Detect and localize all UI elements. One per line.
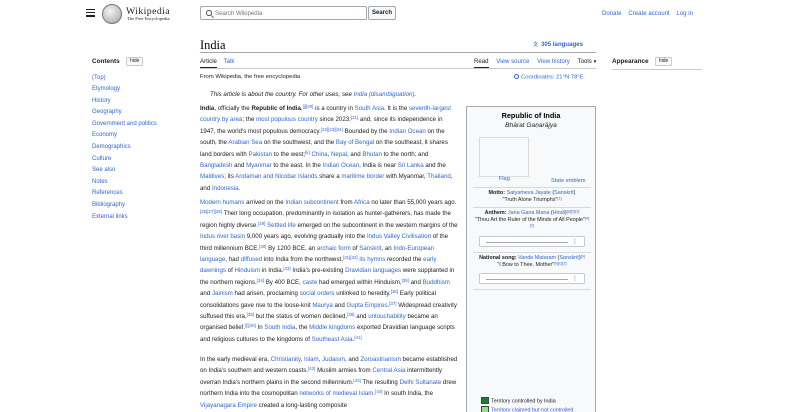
toc-item-references[interactable]: References <box>92 190 123 197</box>
anthem-refs[interactable]: [a][2][3] <box>566 209 580 214</box>
anthem-trans-ref[interactable]: [4][2] <box>529 216 590 228</box>
hatnote <box>210 91 416 98</box>
hatnote-suffix: . <box>414 91 417 98</box>
toc-item-external-links[interactable]: External links <box>92 213 128 220</box>
toc-item-geography[interactable]: Geography <box>92 109 122 116</box>
more-options-icon[interactable]: ⋮ <box>572 239 578 245</box>
tab-article[interactable]: Article <box>200 58 217 68</box>
log-in-link[interactable]: Log in <box>676 10 693 17</box>
globe-icon <box>514 74 519 79</box>
main-menu-icon[interactable] <box>86 9 95 19</box>
emblem-caption-link[interactable]: State emblem <box>551 178 586 184</box>
search-input[interactable] <box>215 7 365 20</box>
translate-icon: 文 <box>533 42 539 48</box>
audio-progress-bar[interactable] <box>486 242 568 243</box>
toc-item-history[interactable]: History <box>92 97 111 104</box>
wikipedia-logo-icon[interactable] <box>102 4 122 24</box>
site-subtitle: From Wikipedia, the free encyclopedia <box>200 74 301 80</box>
anthem-label: Anthem: <box>484 210 507 216</box>
infobox-title: Republic of India <box>501 111 561 120</box>
appearance-panel <box>612 57 672 66</box>
song-lang-link[interactable]: Sanskrit <box>559 255 579 261</box>
toc-item-demographics[interactable]: Demographics <box>92 144 131 151</box>
toc-item-economy[interactable]: Economy <box>92 132 118 139</box>
namespace-tabs <box>200 58 239 68</box>
song-refs[interactable]: [b] <box>580 254 585 259</box>
legend-item-controlled <box>481 397 573 406</box>
appearance-divider <box>612 69 702 70</box>
legend-swatch-controlled <box>481 397 489 404</box>
country-infobox <box>466 106 596 412</box>
legend-label: Territory controlled by India <box>491 398 556 405</box>
tools-menu[interactable] <box>578 58 598 67</box>
toc-hide-button[interactable]: hide <box>126 57 142 66</box>
search-button[interactable]: Search <box>368 6 396 20</box>
anthem-link[interactable]: Jana Gana Mana <box>507 210 550 216</box>
toc-heading <box>92 57 187 66</box>
donate-link[interactable]: Donate <box>602 10 622 17</box>
legend-item-claimed <box>481 406 573 412</box>
toc-list <box>92 73 187 224</box>
toc-heading-label: Contents <box>92 58 120 65</box>
toc-item-bibliography[interactable]: Bibliography <box>92 202 126 209</box>
anthem-translation: "Thou Art the Ruler of the Minds of All People" <box>474 216 585 223</box>
song-trans-ref[interactable]: [b][c][2] <box>554 261 567 266</box>
infobox-divider <box>473 289 591 290</box>
tabs-divider <box>200 68 596 69</box>
motto-label: Motto: <box>488 190 506 196</box>
map-legend <box>481 397 573 412</box>
languages-label: 305 languages <box>541 41 583 48</box>
table-of-contents <box>92 57 187 223</box>
infobox-national-song: National song: Vande Mataram (Sanskrit)[b] "I Bow to Thee, Mother"[b][c][2] <box>479 254 585 268</box>
toc-item-culture[interactable]: Culture <box>92 155 112 162</box>
coordinates-link[interactable] <box>514 74 584 81</box>
page-title: India <box>200 38 226 52</box>
tools-label: Tools <box>577 58 592 65</box>
wikipedia-tagline: The Free Encyclopedia <box>127 16 170 21</box>
tab-view-history[interactable]: View history <box>537 58 570 65</box>
create-account-link[interactable]: Create account <box>628 10 670 17</box>
legend-label: Territory claimed but not controlled <box>491 407 574 412</box>
title-divider <box>200 52 596 53</box>
motto-ref[interactable]: [1] <box>557 196 562 201</box>
infobox-divider <box>473 207 591 208</box>
toc-item-etymology[interactable]: Etymology <box>92 86 121 93</box>
motto-lang-link[interactable]: Sanskrit <box>554 190 574 196</box>
appearance-heading: Appearance <box>612 58 649 65</box>
hatnote-text: This article is about the country. For other uses, see <box>210 91 354 98</box>
site-header <box>0 0 800 28</box>
article-paragraph-3: In the early medieval era, Christianity, Islam, Judaism, and Zoroastrianism became established on India's southern and western coasts.[42] Muslim armies from Central Asia intermittently overran India's northern plains in the second millennium.[43] The resulting Delhi Sultanate drew northern India into the cosmopolitan networks of medieval Islam.[44] In south India, the Vijayanagara Empire created a long-lasting composite <box>200 356 458 409</box>
motto-translation: "Truth Alone Triumphs" <box>502 196 558 203</box>
flag-image[interactable] <box>479 137 529 177</box>
song-audio-player[interactable] <box>479 273 585 284</box>
infobox-anthem: Anthem: Jana Gana Mana (Hindi)[a][2][3] "Thou Art the Ruler of the Minds of All People"[4][2] <box>474 209 590 228</box>
appearance-hide-button[interactable]: hide <box>655 57 671 66</box>
user-links <box>597 10 693 17</box>
more-options-icon[interactable]: ⋮ <box>572 276 578 282</box>
flag-caption-link[interactable]: Flag <box>499 176 510 182</box>
infobox-divider <box>473 187 591 188</box>
search-box[interactable] <box>200 6 367 20</box>
tab-talk[interactable]: Talk <box>223 58 235 65</box>
infobox-motto: Motto: Satyameva Jayate (Sanskrit) "Truth Alone Triumphs"[1] <box>488 190 576 203</box>
chevron-down-icon: ▼ <box>592 59 598 64</box>
tab-read[interactable]: Read <box>474 58 489 68</box>
toc-item-see-also[interactable]: See also <box>92 167 116 174</box>
wikipedia-wordmark[interactable]: Wikipedia <box>126 6 171 17</box>
disambiguation-link[interactable]: India (disambiguation) <box>353 91 415 98</box>
anthem-lang-link[interactable]: Hindi <box>552 210 565 216</box>
motto-link[interactable]: Satyameva Jayate <box>506 190 551 196</box>
coordinates-text: Coordinates: 21°N 78°E <box>521 74 584 81</box>
toc-item-top[interactable]: (Top) <box>92 74 106 81</box>
legend-swatch-claimed <box>481 406 489 412</box>
song-translation: "I Bow to Thee, Mother" <box>497 261 555 268</box>
song-label: National song: <box>479 255 517 261</box>
search-icon <box>206 10 212 16</box>
song-link[interactable]: Vande Mataram <box>518 255 557 261</box>
infobox-native-name: Bhārat Gaṇarājya <box>505 121 557 129</box>
tab-view-source[interactable]: View source <box>496 58 530 65</box>
languages-button[interactable] <box>533 41 583 48</box>
toc-item-government[interactable]: Government and politics <box>92 120 157 127</box>
audio-progress-bar[interactable] <box>486 279 568 280</box>
article-paragraph-1: India, officially the Republic of India,[j][20] is a country in South Asia. It is the seventh-largest country by area; the most populous country since 2023;[21] and, since its independence in 1947, the world's most populous democracy.[22][23][24] Bounded by the Indian Ocean on the south, the Arabian Sea on the southwest, and the Bay of Bengal on the southeast, it shares land borders with Pakistan to the west;[k] China, Nepal, and Bhutan to the north; and Bangladesh and Myanmar to the east. In the Indian Ocean, India is near Sri Lanka and the Maldives; its Andaman and Nicobar Islands share a maritime border with Myanmar, Thailand, and Indonesia. <box>200 104 453 192</box>
infobox-divider <box>473 252 591 253</box>
view-tabs <box>474 58 603 68</box>
article-paragraph-2: Modern humans arrived on the Indian subcontinent from Africa no later than 55,000 years ago.[26][27][28] Their long occupation, predominantly in isolation as hunter-gatherers, has made the region highly diverse.[29] Settled life emerged on the subcontinent in the western margins of the Indus river basin 9,000 years ago, evolving gradually into the Indus Valley Civilisation of the third millennium BCE.[30] By 1200 BCE, an archaic form of Sanskrit, an Indo-European language, had diffused into India from the northwest,[31][32] its hymns recorded the early dawnings of Hinduism in India.[33] India's pre-existing Dravidian languages were supplanted in the northern regions.[34] By 400 BCE, caste had emerged within Hinduism,[35] and Buddhism and Jainism had arisen, proclaiming social orders unlinked to heredity.[36] Early political consolidations gave rise to the loose-knit Maurya and Gupta Empires.[37] Widespread creativity suffused this era,[38] but the status of women declined,[39] and untouchability became an organised belief.[l][40] In South India, the Middle kingdoms exported Dravidian language scripts and religious cultures to the kingdoms of Southeast Asia.[41] <box>200 199 458 343</box>
toc-item-notes[interactable]: Notes <box>92 178 108 185</box>
anthem-audio-player[interactable] <box>479 236 585 247</box>
